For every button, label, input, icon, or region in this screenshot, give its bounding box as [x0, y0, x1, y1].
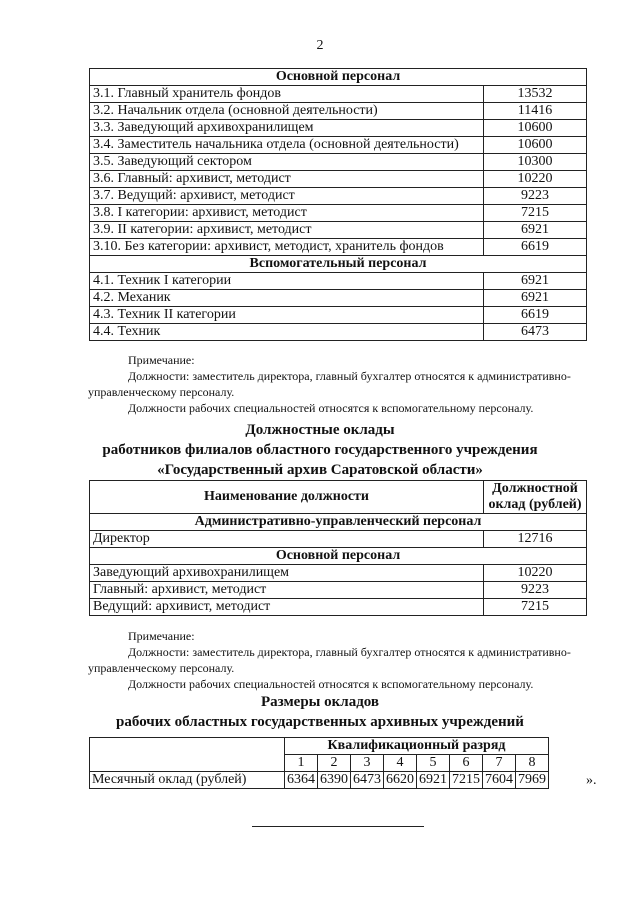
table-row: [90, 188, 587, 205]
salary-value: 12716: [484, 531, 587, 548]
salary-value: 10600: [484, 137, 587, 154]
salary-value: 13532: [484, 86, 587, 103]
position-name: Заведующий архивохранилищем: [90, 565, 484, 582]
salary-value: 6619: [484, 239, 587, 256]
grade-number: 1: [285, 755, 318, 772]
column-header-salary: [484, 481, 587, 514]
salary-value: 6473: [484, 324, 587, 341]
note-line: Должности рабочих специальностей относятся к вспомогательному персоналу.: [128, 677, 534, 691]
note-block-2: [88, 628, 588, 692]
heading-line: Размеры окладов: [260, 694, 380, 710]
position-name: 4.2. Механик: [90, 290, 484, 307]
table-row: [90, 205, 587, 222]
section-row: [90, 514, 587, 531]
table-row: [90, 120, 587, 137]
workers-heading: [0, 692, 640, 732]
position-name: 4.3. Техник II категории: [90, 307, 484, 324]
heading-line: «Государственный архив Саратовской области»: [157, 462, 483, 478]
section-row: [90, 69, 587, 86]
column-header-position: Наименование должности: [90, 481, 484, 514]
table-row: [90, 582, 587, 599]
table-row: [90, 137, 587, 154]
section-title-main: Основной персонал: [90, 69, 587, 86]
grade-number: 4: [384, 755, 417, 772]
note-line: Должности: заместитель директора, главный бухгалтер относятся к административно-управленческому персоналу.: [88, 369, 571, 399]
grade-salary: 6921: [417, 772, 450, 789]
grade-number: 3: [351, 755, 384, 772]
grade-salary: 6364: [285, 772, 318, 789]
branches-heading: [0, 420, 640, 480]
grade-salary: 7215: [450, 772, 483, 789]
table-row: [90, 103, 587, 120]
grade-salary: 6390: [318, 772, 351, 789]
position-name: Директор: [90, 531, 484, 548]
column-header-salary-line: оклад (рублей): [488, 497, 582, 512]
table-row: [90, 324, 587, 341]
table-row: [90, 171, 587, 188]
salary-table-branches: [89, 480, 587, 616]
page-number: 2: [316, 38, 324, 53]
salary-value: 6921: [484, 273, 587, 290]
grade-number: 5: [417, 755, 450, 772]
section-title-aux: Вспомогательный персонал: [90, 256, 587, 273]
table-row: [90, 154, 587, 171]
salary-value: 6619: [484, 307, 587, 324]
salary-value: 9223: [484, 582, 587, 599]
table-row: [90, 531, 587, 548]
workers-salary-table: [89, 737, 549, 789]
column-header-salary-line: Должностной: [492, 481, 578, 496]
grade-header: Квалификационный разряд: [285, 738, 549, 755]
note-title: Примечание:: [128, 353, 195, 367]
grade-salary: 7604: [483, 772, 516, 789]
table-row: [90, 86, 587, 103]
grade-number: 2: [318, 755, 351, 772]
salary-value: 10300: [484, 154, 587, 171]
position-name: 3.2. Начальник отдела (основной деятельности): [90, 103, 484, 120]
salary-value: 6921: [484, 290, 587, 307]
position-name: 3.9. II категории: архивист, методист: [90, 222, 484, 239]
note-block-1: [88, 352, 588, 416]
salary-table-main: [89, 68, 587, 341]
note-line: Должности: заместитель директора, главный бухгалтер относятся к административно-управленческому персоналу.: [88, 645, 571, 675]
note-title: Примечание:: [128, 629, 195, 643]
position-name: Ведущий: архивист, методист: [90, 599, 484, 616]
row-label: Месячный оклад (рублей): [90, 772, 285, 789]
grade-number: 6: [450, 755, 483, 772]
grade-number: 8: [516, 755, 549, 772]
grade-salary: 6620: [384, 772, 417, 789]
table-row: [90, 307, 587, 324]
position-name: Главный: архивист, методист: [90, 582, 484, 599]
salary-values-row: [90, 772, 549, 789]
header-row: [90, 481, 587, 514]
blank-cell: [90, 738, 285, 772]
section-title-main: Основной персонал: [90, 548, 587, 565]
salary-value: 9223: [484, 188, 587, 205]
grade-header-row: [90, 738, 549, 755]
position-name: 4.1. Техник I категории: [90, 273, 484, 290]
salary-value: 10600: [484, 120, 587, 137]
salary-value: 6921: [484, 222, 587, 239]
position-name: 3.7. Ведущий: архивист, методист: [90, 188, 484, 205]
position-name: 3.1. Главный хранитель фондов: [90, 86, 484, 103]
position-name: 3.4. Заместитель начальника отдела (основной деятельности): [90, 137, 484, 154]
position-name: 3.5. Заведующий сектором: [90, 154, 484, 171]
position-name: 4.4. Техник: [90, 324, 484, 341]
salary-value: 10220: [484, 171, 587, 188]
grade-salary: 6473: [351, 772, 384, 789]
table-row: [90, 599, 587, 616]
salary-value: 11416: [484, 103, 587, 120]
salary-value: 7215: [484, 205, 587, 222]
closing-quote: ».: [586, 773, 597, 788]
grade-number: 7: [483, 755, 516, 772]
note-line: Должности рабочих специальностей относятся к вспомогательному персоналу.: [128, 401, 534, 415]
position-name: 3.8. I категории: архивист, методист: [90, 205, 484, 222]
grade-salary: 7969: [516, 772, 549, 789]
position-name: 3.6. Главный: архивист, методист: [90, 171, 484, 188]
table-row: [90, 239, 587, 256]
section-title-admin: Административно-управленческий персонал: [90, 514, 587, 531]
heading-line: рабочих областных государственных архивных учреждений: [116, 714, 524, 730]
section-row: [90, 256, 587, 273]
heading-line: Должностные оклады: [245, 422, 395, 438]
heading-line: работников филиалов областного государственного учреждения: [102, 442, 538, 458]
table-row: [90, 222, 587, 239]
table-row: [90, 565, 587, 582]
position-name: 3.3. Заведующий архивохранилищем: [90, 120, 484, 137]
salary-value: 7215: [484, 599, 587, 616]
section-row: [90, 548, 587, 565]
table-row: [90, 290, 587, 307]
position-name: 3.10. Без категории: архивист, методист, хранитель фондов: [90, 239, 484, 256]
divider-line: [252, 826, 424, 827]
table-row: [90, 273, 587, 290]
salary-value: 10220: [484, 565, 587, 582]
